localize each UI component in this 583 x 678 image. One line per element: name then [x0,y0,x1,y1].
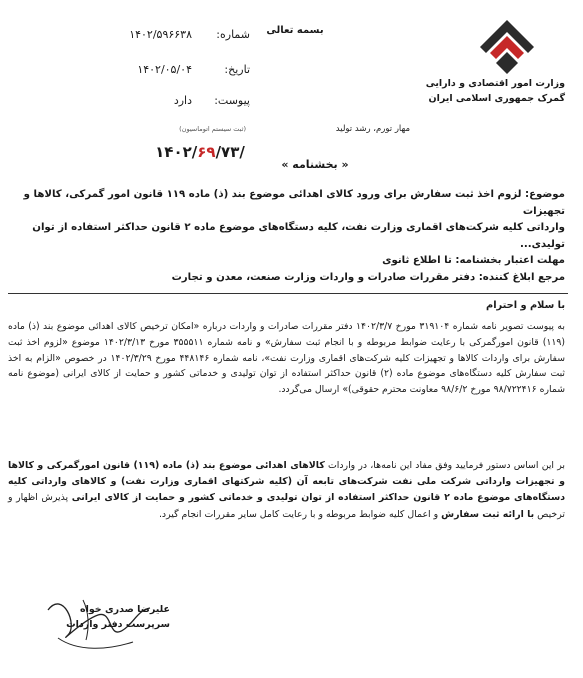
subject-line: وارداتی کلیه شرکت‌های اقماری وزارت نفت، کلیه دستگاه‌های موضوع ماده ۲ قانون حداکثر استفاده از توان تولیدی... [32,222,565,250]
bismillah-heading: بسمه تعالی [266,25,324,36]
body-paragraph-2 [8,458,565,523]
date-value: ۱۴۰۲/۰۵/۰۴ [137,63,192,76]
date-label: تاریخ: [224,63,250,76]
attachment-label: پیوست: [214,94,250,107]
paragraph-bold: با ارائه ثبت سفارش [441,508,535,520]
validity-line: مهلت اعتبار بخشنامه: تا اطلاع ثانوی [382,255,565,266]
meta-date-row [20,63,250,79]
number-label: شماره: [216,28,250,41]
meta-attachment-row [20,94,250,110]
signatory-title: سرپرست دفتر واردات [66,619,170,630]
greeting: با سلام و احترام [486,300,565,311]
ministry-name: وزارت امور اقتصادی و دارایی [425,78,565,89]
signatory-name: علیرضا صدری خواه [79,604,170,615]
ministry-block [400,76,565,106]
paragraph-text: و اعمال کلیه ضوابط مربوطه و با رعایت کامل سایر مقررات انجام گیرد. [158,508,442,520]
divider [8,293,568,294]
slogan-line: مهار تورم، رشد تولید [335,124,410,134]
attachment-value: دارد [173,94,192,107]
authority-line: مرجع ابلاغ کننده: دفتر مقررات صادرات و واردات وزارت صنعت، معدن و تجارت [171,271,565,283]
customs-emblem-icon [478,18,536,76]
number-value: ۱۴۰۲/۵۹۶۶۳۸ [129,28,192,41]
customs-name: گمرک جمهوری اسلامی ایران [428,93,565,104]
paragraph-text: بر این اساس دستور فرمایید وفق مفاد این نامه‌ها، در واردات [324,460,566,471]
subject-line: موضوع: لزوم اخذ ثبت سفارش برای ورود کالای اهدائی موضوع بند (ذ) ماده ۱۱۹ قانون امور گمرکی، کالاها و تجهیزات [23,189,565,217]
meta-number-row [20,28,250,44]
subject-block [8,187,565,286]
circular-number-suffix: /۷۳/ [215,143,245,161]
paragraph-text: پذیرش اظهار و ترخیص [8,492,565,520]
paragraph-bold: کالاهای اهدائی موضوع بند (ذ) ماده (۱۱۹) قانون امورگمرکی و کالاها و تجهیزات وارداتی شرکت ملی نفت شرکت‌های تابعه آن (کلیه شرکتهای اقماری وزارت نفت) و کالاهای وارداتی کلیه دستگاه‌های موضوع ماده ۲ قانون حداکثر استفاده از توان تولیدی و خدماتی کشور و حمایت از کالای ایرانی [8,460,566,504]
circular-number-prefix: ۱۴۰۲/ [155,143,198,161]
circular-number-highlight: ۶۹ [197,143,216,161]
circular-title: « بخشنامه » [281,158,349,171]
body-paragraph-1: به پیوست تصویر نامه شماره ۳۱۹۱۰۴ مورخ ۱۴۰۲/۳/۷ دفتر مقررات صادرات و واردات درباره «امکان ترخیص کالای اهدائی موضوع بند (ذ) ماده (۱۱۹) قانون امورگمرکی با رعایت ضوابط مربوطه و با انجام ثبت سفارش» و نامه شماره ۳۵۵۵۱۱ مورخ ۱۴۰۲/۳/۱۳ موضوع «لزوم اخذ ثبت سفارش برای واردات کالاها و تجهیزات کلیه شرکت‌های اقماری وزارت نفت»، نامه شماره ۴۴۸۱۴۶ مورخ ۱۴۰۲/۳/۲۹ در خصوص «الزام به اخذ ثبت سفارش کلیه دستگاه‌های موضوع ماده (۲) قانون حداکثر استفاده از توان تولیدی و خدماتی کشور و حمایت از کالای ایرانی (موضوع نامه شماره ۹۸/۷۲۲۴۱۶ مورخ ۹۸/۶/۲ معاونت محترم حقوقی)» ارسال می‌گردد. [8,321,566,396]
system-note: (ثبت سیستم اتوماسیون) [179,125,246,133]
